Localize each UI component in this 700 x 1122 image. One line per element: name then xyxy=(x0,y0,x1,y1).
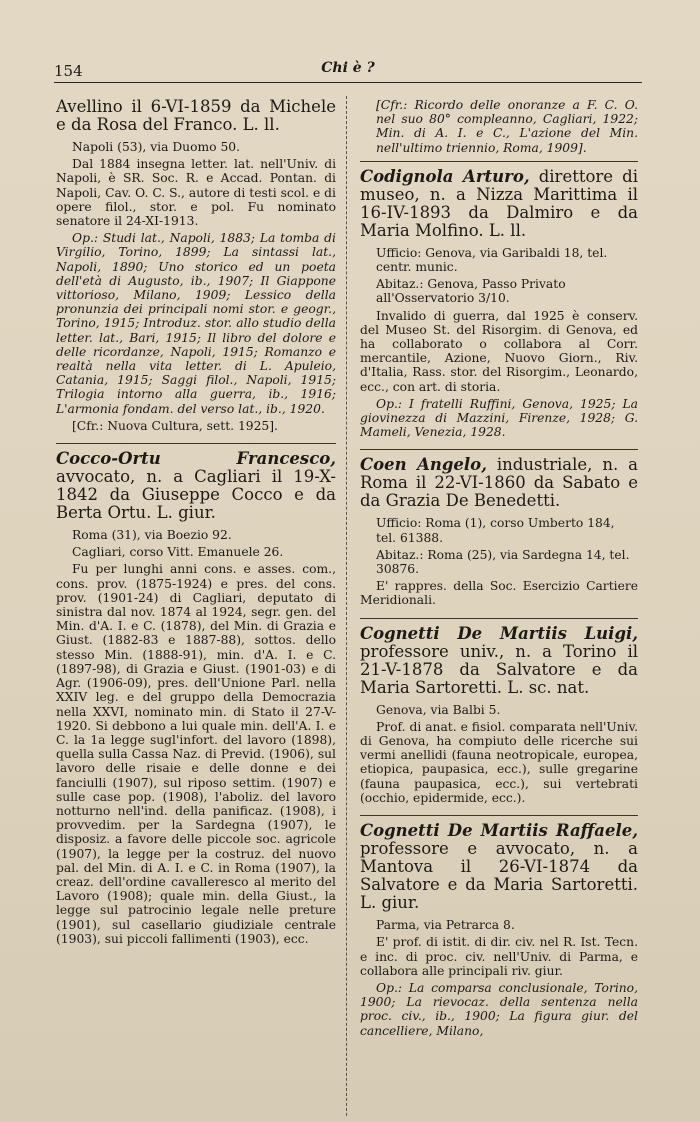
entry-heading-rest: professore univ., n. a Torino il 21-V-1878 da Salvatore e da Maria Sartoretti. L. sc. nat. xyxy=(360,641,638,697)
right-column xyxy=(360,98,638,1048)
left-column xyxy=(56,98,336,956)
entry-bio: Invalido di guerra, dal 1925 è conserv. del Museo St. del Risorgim. di Genova, ed ha collaborato o collabora al Corr. mercantile, Azione, Nuovo Giorn., Riv. d'Italia, Rass. stor. del Risorgim., Leonardo, ecc., con art. di storia. xyxy=(360,308,638,394)
entry-works: Op.: I fratelli Ruffini, Genova, 1925; La giovinezza di Mazzini, Firenze, 1928; G. Mameli, Venezia, 1928. xyxy=(360,396,638,440)
entry-heading-rest: avvocato, n. a Cagliari il 19-X-1842 da Giuseppe Cocco e da Berta Ortu. L. giur. xyxy=(56,467,336,523)
entry-heading xyxy=(360,456,638,510)
entry-works: Op.: Studi lat., Napoli, 1883; La tomba di Virgilio, Torino, 1899; La sintassi lat., Napoli, 1890; Uno storico ed un poeta dell'età di Augusto, ib., 1907; Il Giappone vittorioso, Milano, 1909; Lessico della pronunzia dei principali nomi stor. e geogr., Torino, 1915; Introduz. stor. allo studio della letter. lat., Bari, 1915; Il libro del dolore e delle ricordanze, Napoli, 1915; Romanzo e realtà nella vita letter. di L. Apuleio, Catania, 1915; Saggi filol., Napoli, 1915; Trilogia intorno alla guerra, ib., 1916; L'armonia fondam. del verso lat., ib., 1920. xyxy=(56,231,336,416)
entry-avellino xyxy=(56,98,336,433)
entry-address: Roma (31), via Boezio 92. xyxy=(72,528,232,543)
entry-separator xyxy=(360,815,638,816)
entry-office: Ufficio: Genova, via Garibaldi 18, tel. centr. munic. xyxy=(376,245,608,275)
entry-separator xyxy=(360,618,638,619)
entry-heading xyxy=(360,168,638,240)
entry-address: Parma, via Petrarca 8. xyxy=(376,918,515,933)
entry-address: Cagliari, corso Vitt. Emanuele 26. xyxy=(72,545,284,560)
page-number: 154 xyxy=(54,62,83,80)
entry-works: Op.: La comparsa conclusionale, Torino, 1900; La rievocaz. della sentenza nella proc. civ., ib., 1900; La figura giur. del cancelliere, Milano, xyxy=(360,980,638,1038)
entry-cocco-ortu xyxy=(56,450,336,946)
entry-heading-rest: professore e avvocato, n. a Mantova il 26-VI-1874 da Salvatore e da Maria Sartoretti. L. giur. xyxy=(360,839,638,913)
entry-separator xyxy=(360,449,638,450)
continued-references: [Cfr.: Ricordo delle onoranze a F. C. O. nel suo 80° compleanno, Cagliari, 1922; Min. di A. I. e C., L'azione del Min. nell'ultimo triennio, Roma, 1909]. xyxy=(376,98,638,155)
entry-bio: Prof. di anat. e fisiol. comparata nell'Univ. di Genova, ha compiuto delle ricerche sui vermi anellidi (fauna neotropicale, europea, etiopica, paupasica, ecc.), sulle gregarine (fauna paupasica, ecc.), sui vertebrati (occhio, epidermide, ecc.). xyxy=(360,719,638,805)
entry-heading-rest: direttore di museo, n. a Nizza Marittima il 16-IV-1893 da Dalmiro e da Maria Molfino. L. ll. xyxy=(360,166,638,240)
running-header xyxy=(54,58,642,83)
entry-home: Abitaz.: Roma (25), via Sardegna 14, tel. 30876. xyxy=(376,547,630,577)
entry-bio: E' prof. di istit. di dir. civ. nel R. Ist. Tecn. e inc. di proc. civ. nell'Univ. di Parma, e collabora alle principali riv. giur. xyxy=(360,935,638,978)
entry-cognetti-raffaele xyxy=(360,822,638,1038)
entry-separator xyxy=(360,161,638,162)
entry-heading: Avellino il 6-VI-1859 da Michele e da Rosa del Franco. L. ll. xyxy=(56,97,336,134)
entry-heading xyxy=(56,450,336,522)
entry-address: Genova, via Balbi 5. xyxy=(376,702,501,717)
entry-name: Cognetti De Martiis Raffaele, xyxy=(360,821,638,841)
column-divider xyxy=(346,96,347,1116)
entry-separator xyxy=(56,443,336,444)
entry-heading-rest: industriale, n. a Roma il 22-VI-1860 da Sabato e da Grazia De Benedetti. xyxy=(360,455,638,511)
entry-name: Codignola Arturo, xyxy=(360,166,530,186)
entry-coen xyxy=(360,456,638,607)
entry-heading xyxy=(360,625,638,697)
entry-heading xyxy=(360,822,638,912)
entry-references: [Cfr.: Nuova Cultura, sett. 1925]. xyxy=(72,418,278,433)
running-title: Chi è ? xyxy=(321,60,375,76)
entry-bio: Dal 1884 insegna letter. lat. nell'Univ. di Napoli, è SR. Soc. R. e Accad. Pontan. di Napoli, Cav. O. C. S., autore di testi scol. e di opere filol., stor. e pol. Fu nominato senatore il 24-XI-1913. xyxy=(56,157,336,229)
entry-cognetti-luigi xyxy=(360,625,638,805)
entry-bio: Fu per lunghi anni cons. e asses. com., cons. prov. (1875-1924) e pres. del cons. prov. (1901-24) di Cagliari, deputato di sinistra dal nov. 1874 al 1924, segr. gen. del Min. d'A. I. e C. (1878), del Min. di Grazia e Giust. (1882-83 e 1887-88), sottos. dello stesso Min. (1888-91), min. d'A. I. e C. (1897-98), di Grazia e Giust. (1901-03) e di Agr. (1906-09), pres. dell'Unione Parl. nella XXIV leg. e del gruppo della Democrazia nella XXVI, nominato min. di Stato il 27-V-1920. Si debbono a lui quale min. dell'A. I. e C. la 1a legge sugl'infort. del lavoro (1898), quella sulla Cassa Naz. di Previd. (1906), sul lavoro delle risaie e delle donne e dei fanciulli (1907), sul riposo settim. (1907) e sulle case pop. (1908), l'aboliz. del lavoro notturno nell'ind. della panificaz. (1908), i provvedim. per la Sardegna (1907), le disposiz. a favore delle piccole soc. agricole (1907), la legge per la costruz. del nuovo pal. del Min. di A. I. e C. in Roma (1907), la creaz. dell'ordine cavalleresco al merito del Lavoro (1908); quale min. della Giust., la legge sul patrocinio legale nelle preture (1901), sul casellario giudiziale centrale (1903), sui piccoli fallimenti (1903), ecc. xyxy=(56,562,336,946)
entry-name: Cocco-Ortu Francesco, xyxy=(56,449,336,469)
entry-bio: E' rappres. della Soc. Esercizio Cartiere Meridionali. xyxy=(360,579,638,608)
entry-address: Napoli (53), via Duomo 50. xyxy=(72,140,241,154)
entry-name: Cognetti De Martiis Luigi, xyxy=(360,623,638,643)
entry-codignola xyxy=(360,168,638,440)
entry-name: Coen Angelo, xyxy=(360,455,487,475)
entry-office: Ufficio: Roma (1), corso Umberto 184, tel. 61388. xyxy=(376,516,615,545)
entry-home: Abitaz.: Genova, Passo Privato all'Osservatorio 3/10. xyxy=(376,277,566,306)
